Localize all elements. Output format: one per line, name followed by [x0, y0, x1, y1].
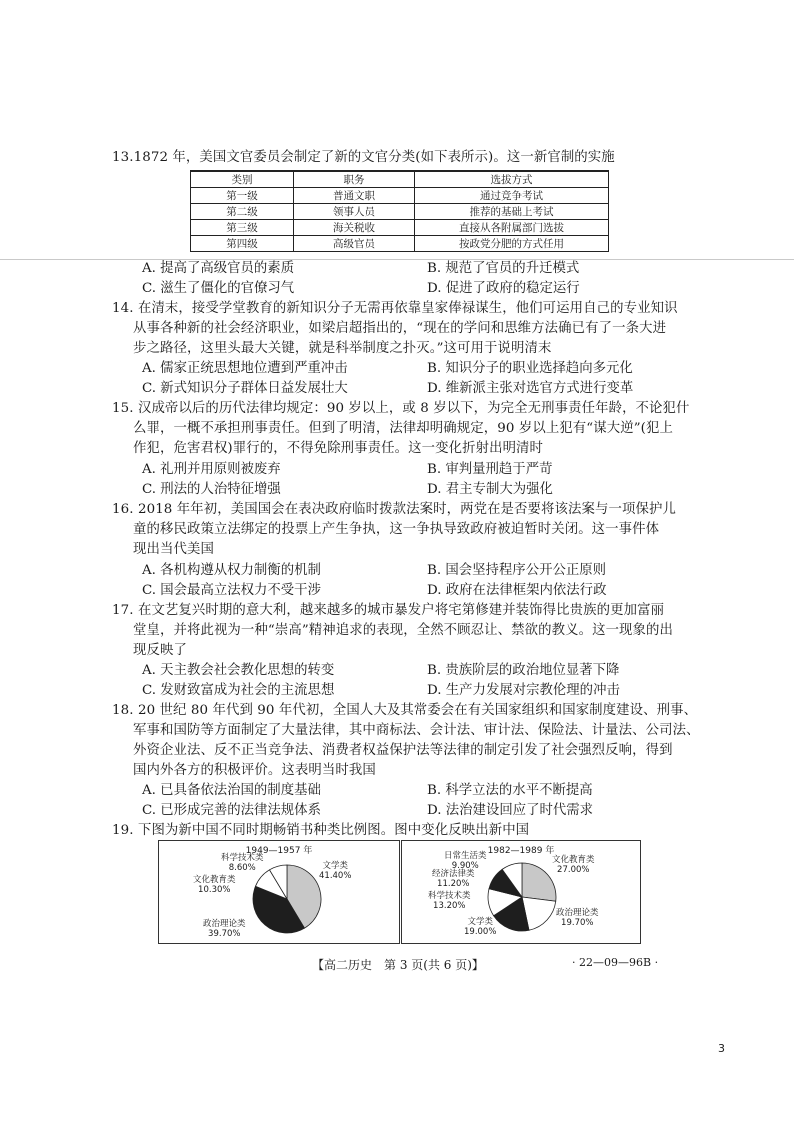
q17-option-d[interactable]: D. 生产力发展对宗教伦理的冲击: [427, 683, 620, 698]
official-classification-table: [190, 170, 609, 252]
slice-name: 文学类: [322, 861, 348, 871]
page-footer-code: · 22—09—96B ·: [572, 956, 659, 969]
table-cell: 第二级: [191, 204, 294, 220]
q14-option-a[interactable]: A. 儒家正统思想地位遭到严重冲击: [142, 361, 348, 376]
q14-stem-line: 步之路径，这里头最大关键，就是科举制度之扑灭。”这可用于说明清末: [133, 341, 552, 356]
table-cell: 直接从各附属部门选拔: [415, 220, 609, 236]
table-row: [191, 188, 609, 204]
q13-option-c[interactable]: C. 滋生了僵化的官僚习气: [142, 281, 295, 296]
q17-stem-line: 17. 在文艺复兴时期的意大利，越来越多的城市暴发户将宅第修建并装饰得比贵族的更加富丽: [112, 603, 665, 618]
slice-label-culture-education: [552, 855, 595, 875]
table-row: [191, 220, 609, 236]
q18-option-d[interactable]: D. 法治建设回应了时代需求: [427, 803, 594, 818]
table-cell: 按政党分肥的方式任用: [415, 236, 609, 252]
table-cell: 高级官员: [294, 236, 415, 252]
table-header-row: [191, 171, 609, 188]
slice-value: 41.40%: [319, 871, 352, 881]
pie-chart-1982-1989: [401, 840, 641, 944]
table-cell: 普通文职: [294, 188, 415, 204]
q13-option-b[interactable]: B. 规范了官员的升迁模式: [427, 261, 580, 276]
q18-stem-line: 国内外各方的积极评价。这表明当时我国: [133, 763, 376, 778]
table-cell: 海关税收: [294, 220, 415, 236]
q18-stem-line: 18. 20 世纪 80 年代到 90 年代初，全国人大及其常委会在有关国家组织和国家制度建设、刑事、: [112, 703, 698, 718]
pie-chart-1949-1957: [158, 840, 400, 944]
q17-option-a[interactable]: A. 天主教会社会教化思想的转变: [142, 663, 335, 678]
q18-option-b[interactable]: B. 科学立法的水平不断提高: [427, 783, 593, 798]
q18-option-c[interactable]: C. 已形成完善的法律法规体系: [142, 803, 321, 818]
slice-label-daily-life: [444, 851, 487, 871]
q16-stem-line: 现出当代美国: [133, 542, 214, 557]
slice-value: 19.00%: [464, 927, 497, 937]
slice-value: 9.90%: [451, 861, 479, 871]
q13-option-a[interactable]: A. 提高了高级官员的素质: [142, 261, 295, 276]
slice-value: 27.00%: [557, 865, 590, 875]
q14-option-c[interactable]: C. 新式知识分子群体日益发展壮大: [142, 381, 348, 396]
table-cell: 第一级: [191, 188, 294, 204]
q15-option-d[interactable]: D. 君主专制大为强化: [427, 482, 553, 497]
slice-name: 经济法律类: [432, 869, 475, 879]
q13-option-d[interactable]: D. 促进了政府的稳定运行: [427, 281, 580, 296]
table-cell: 第三级: [191, 220, 294, 236]
table-cell: 推荐的基础上考试: [415, 204, 609, 220]
q18-option-a[interactable]: A. 已具备依法治国的制度基础: [142, 783, 321, 798]
q16-stem-line: 童的移民政策立法绑定的投票上产生争执，这一争执导致政府被迫暂时关闭。这一事件体: [133, 522, 660, 537]
q18-stem-line: 外资企业法、反不正当竞争法、消费者权益保护法等法律的制定引发了社会强烈反响，得到: [133, 743, 673, 758]
slice-label-literature: [319, 861, 351, 881]
slice-label-literature: [464, 917, 496, 937]
slice-label-politics: [556, 908, 599, 928]
q17-option-c[interactable]: C. 发财致富成为社会的主流思想: [142, 683, 335, 698]
slice-name: 日常生活类: [444, 851, 487, 861]
scan-line: [0, 259, 794, 260]
slice-name: 文学类: [467, 917, 493, 927]
q15-option-b[interactable]: B. 审判量刑趋于严苛: [427, 462, 553, 477]
slice-value: 39.70%: [208, 929, 241, 939]
table-cell: 第四级: [191, 236, 294, 252]
table-row: [191, 204, 609, 220]
q17-stem-line: 现反映了: [133, 643, 187, 658]
table-header-cell: 选拔方式: [415, 171, 609, 188]
table-header-cell: 类别: [191, 171, 294, 188]
table-cell: 通过竞争考试: [415, 188, 609, 204]
q17-stem-line: 堂皇，并将此视为一种“崇高”精神追求的表现，全然不顾忍让、禁欲的教义。这一现象的出: [133, 623, 674, 638]
q16-option-c[interactable]: C. 国会最高立法权力不受干涉: [142, 583, 321, 598]
q15-stem-line: 作犯，危害君权)罪行的，不得免除刑事责任。这一变化折射出明清时: [133, 441, 544, 456]
slice-value: 19.70%: [561, 918, 594, 928]
slice-name: 科学技术类: [221, 853, 264, 863]
slice-label-culture-education: [193, 875, 236, 895]
slice-value: 13.20%: [433, 901, 466, 911]
slice-label-science: [428, 891, 471, 911]
q16-stem-line: 16. 2018 年年初，美国国会在表决政府临时拨款法案时，两党在是否要将该法案与一项保护儿: [112, 502, 676, 517]
q17-option-b[interactable]: B. 贵族阶层的政治地位显著下降: [427, 663, 620, 678]
q14-stem-line: 从事各种新的社会经济职业，如梁启超指出的，“现在的学问和思维方法确已有了一条大进: [133, 321, 667, 336]
q14-stem-line: 14. 在清末，接受学堂教育的新知识分子无需再依靠皇家俸禄谋生，他们可运用自己的专业知识: [112, 301, 678, 316]
q18-stem-line: 军事和国防等方面制定了大量法律，其中商标法、会计法、审计法、保险法、计量法、公司法、: [133, 723, 700, 738]
q16-option-b[interactable]: B. 国会坚持程序公开公正原则: [427, 563, 607, 578]
table-cell: 领事人员: [294, 204, 415, 220]
q16-option-d[interactable]: D. 政府在法律框架内依法行政: [427, 583, 607, 598]
q15-stem-line: 么罪，一概不承担刑事责任。但到了明清，法律却明确规定，90 岁以上犯有“谋大逆”(犯上: [133, 421, 673, 436]
chart-title: 1982—1989 年: [487, 846, 555, 856]
pie-slice: [522, 863, 556, 901]
page-footer-title: 【高二历史 第 3 页(共 6 页)】: [312, 958, 484, 972]
table-row: [191, 236, 609, 252]
slice-value: 11.20%: [437, 879, 470, 889]
q13-stem: 13.1872 年，美国文官委员会制定了新的文官分类(如下表所示)。这一新官制的实施: [112, 150, 615, 165]
slice-value: 8.60%: [228, 863, 256, 873]
slice-label-economy-law: [432, 869, 475, 889]
slice-value: 10.30%: [198, 885, 231, 895]
chart-title: 1949—1957 年: [245, 846, 313, 856]
q19-stem: 19. 下图为新中国不同时期畅销书种类比例图。图中变化反映出新中国: [112, 823, 530, 838]
q14-option-d[interactable]: D. 维新派主张对选官方式进行变革: [427, 381, 634, 396]
q15-option-a[interactable]: A. 礼刑并用原则被废弃: [142, 462, 281, 477]
slice-name: 文化教育类: [193, 875, 236, 885]
slice-label-politics: [203, 919, 246, 939]
q16-option-a[interactable]: A. 各机构遵从权力制衡的机制: [142, 563, 321, 578]
table-header-cell: 职务: [294, 171, 415, 188]
slice-name: 科学技术类: [428, 891, 471, 901]
page-number: 3: [718, 1042, 725, 1055]
slice-label-science: [221, 853, 264, 873]
q14-option-b[interactable]: B. 知识分子的职业选择趋向多元化: [427, 361, 633, 376]
slice-name: 文化教育类: [552, 855, 595, 865]
q15-option-c[interactable]: C. 刑法的人治特征增强: [142, 482, 281, 497]
slice-name: 政治理论类: [203, 919, 246, 929]
slice-name: 政治理论类: [556, 908, 599, 918]
q15-stem-line: 15. 汉成帝以后的历代法律均规定：90 岁以上，或 8 岁以下，为完全无刑事责任年龄，不论犯什: [112, 401, 690, 416]
